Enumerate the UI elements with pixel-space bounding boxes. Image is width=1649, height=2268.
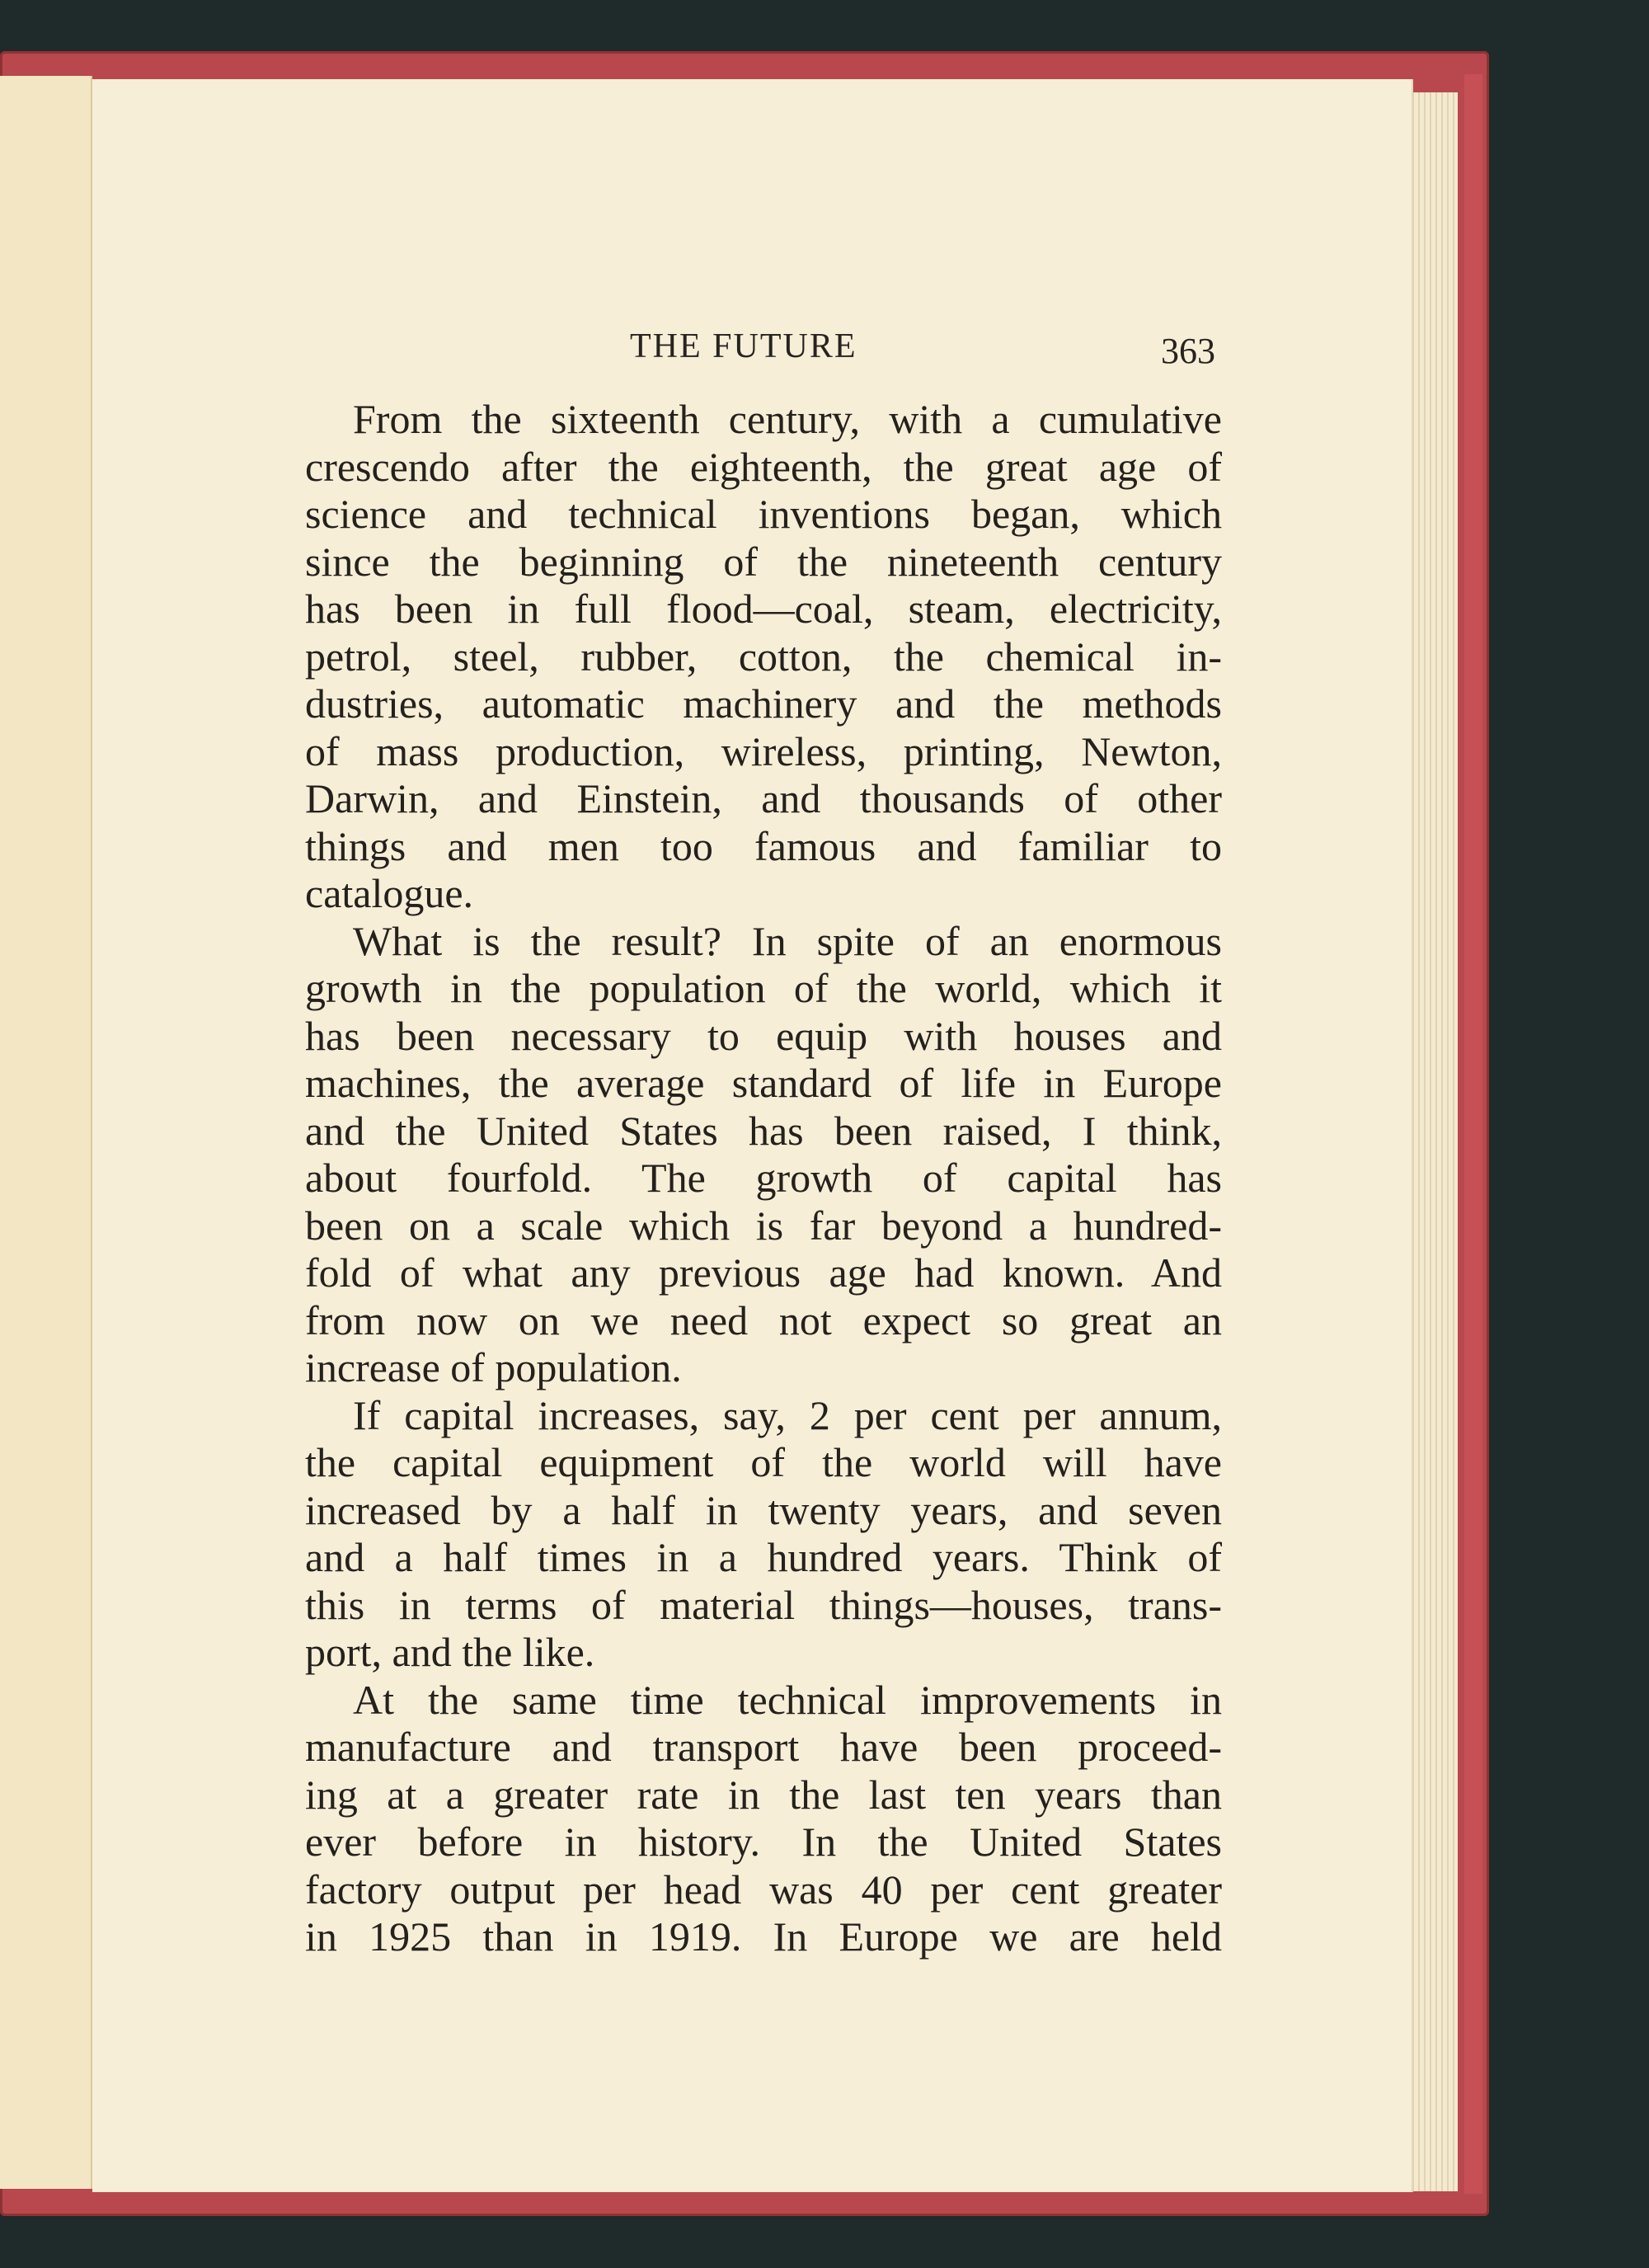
text-line: since the beginning of the nineteenth century — [305, 538, 1222, 585]
text-line: catalogue. — [305, 870, 474, 916]
text-line: ing at a greater rate in the last ten years than — [305, 1771, 1222, 1818]
text-line: factory output per head was 40 per cent greater — [305, 1866, 1222, 1913]
text-line: manufacture and transport have been proceed- — [305, 1724, 1222, 1770]
text-line: Darwin, and Einstein, and thousands of other — [305, 775, 1222, 821]
text-line: fold of what any previous age had known. And — [305, 1249, 1222, 1296]
text-line: port, and the like. — [305, 1629, 595, 1675]
book-page — [92, 79, 1412, 2192]
paragraph — [305, 1392, 1222, 1677]
text-line: about fourfold. The growth of capital has — [305, 1155, 1222, 1201]
text-line: At the same time technical improvements in — [353, 1676, 1222, 1723]
text-line: things and men too famous and familiar to — [305, 822, 1222, 869]
text-line: been on a scale which is far beyond a hundred- — [305, 1202, 1222, 1249]
text-line: and a half times in a hundred years. Think of — [305, 1534, 1222, 1580]
text-line: crescendo after the eighteenth, the great age of — [305, 443, 1222, 490]
text-line: the capital equipment of the world will have — [305, 1439, 1222, 1485]
text-line: dustries, automatic machinery and the methods — [305, 680, 1222, 727]
paragraph — [305, 1677, 1222, 1961]
text-line: science and technical inventions began, which — [305, 491, 1222, 537]
text-line: has been in full flood—coal, steam, electricity, — [305, 586, 1222, 632]
text-line: growth in the population of the world, which it — [305, 965, 1222, 1011]
paragraph — [305, 396, 1222, 918]
text-line: From the sixteenth century, with a cumulative — [353, 396, 1222, 442]
paragraph — [305, 918, 1222, 1392]
page-number: 363 — [1161, 331, 1215, 371]
text-line: this in terms of material things—houses, trans- — [305, 1581, 1222, 1628]
text-line: of mass production, wireless, printing, Newton, — [305, 727, 1222, 774]
text-line: If capital increases, say, 2 per cent per annum, — [353, 1391, 1222, 1438]
text-line: in 1925 than in 1919. In Europe we are held — [305, 1913, 1222, 1960]
text-line: petrol, steel, rubber, cotton, the chemical in- — [305, 633, 1222, 680]
text-line: has been necessary to equip with houses and — [305, 1012, 1222, 1059]
text-line: increased by a half in twenty years, and seven — [305, 1486, 1222, 1533]
text-line: increase of population. — [305, 1344, 682, 1390]
left-page-edge — [0, 76, 92, 2189]
text-line: and the United States has been raised, I think, — [305, 1107, 1222, 1154]
text-line: from now on we need not expect so great an — [305, 1296, 1222, 1343]
text-line: What is the result? In spite of an enormous — [353, 917, 1222, 964]
body-text — [305, 396, 1222, 1961]
text-line: machines, the average standard of life in Europe — [305, 1060, 1222, 1106]
cover-right-edge — [1464, 74, 1482, 2194]
running-head: THE FUTURE — [630, 327, 857, 365]
text-line: ever before in history. In the United States — [305, 1819, 1222, 1865]
